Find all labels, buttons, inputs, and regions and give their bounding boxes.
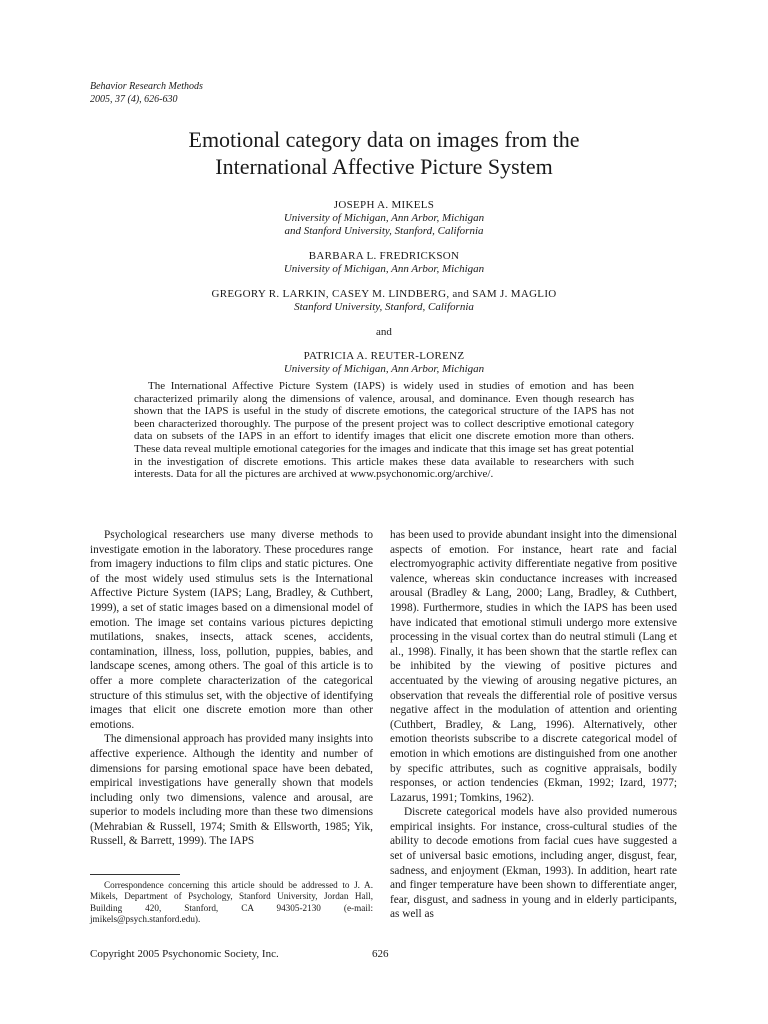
author-block xyxy=(90,250,678,276)
author-block xyxy=(90,288,678,314)
author-name: BARBARA L. FREDRICKSON xyxy=(308,250,460,262)
journal-name: Behavior Research Methods xyxy=(90,81,203,92)
correspondence-note: Correspondence concerning this article should be addressed to J. A. Mikels, Department of Psychology, Stanford University, Jordan Hall, Building 420, Stanford, CA 94305-2130 (e-mail: jmikels@psych.stanford.edu). xyxy=(90,880,373,925)
author-affiliation: Stanford University, Stanford, California xyxy=(294,301,474,313)
copyright-notice: Copyright 2005 Psychonomic Society, Inc. xyxy=(90,948,279,960)
author-block xyxy=(90,350,678,376)
footnote xyxy=(90,880,373,926)
author-affiliation: University of Michigan, Ann Arbor, Michigan xyxy=(283,263,485,275)
abstract-text: The International Affective Picture System (IAPS) is widely used in studies of emotion and has been characterized primarily along the dimensions of valence, arousal, and dominance. Even though research has shown that the IAPS is useful in the study of discrete emotions, the categorical structure of the IAPS has not been characterized thoroughly. The purpose of the present project was to collect descriptive emotional category data on subsets of the IAPS in an effort to identify images that elicit one discrete emotion more than others. These data reveal multiple emotional categories for the images and indicate that this image set has great potential in the investigation of discrete emotions. This article makes these data available to researchers with such interests. Data for all the pictures are archived at www.psychonomic.org/archive/. xyxy=(134,380,634,481)
abstract xyxy=(134,380,634,481)
article-title xyxy=(90,126,678,180)
author-affiliation: University of Michigan, Ann Arbor, Michigan xyxy=(283,212,485,224)
body-paragraph: has been used to provide abundant insight into the dimensional aspects of emotion. For instance, heart rate and facial electromyographic activity differentiate negative from positive valence, whereas skin conductance increases with increased arousal (Bradley & Lang, 2000; Lang, Bradley, & Cuthbert, 1998). Furthermore, studies in which the IAPS has been used have indicated that emotional stimuli undergo more extensive processing in the visual cortex than do neutral stimuli (Lang et al., 1998). Finally, it has been shown that the startle reflex can be inhibited by the viewing of positive pictures and accentuated by the viewing of arousing negative pictures, an observation that reveals the differential role of positive versus negative affect in the modulation of attention and orienting (Cuthbert, Bradley, & Lang, 1996). Alternatively, other emotion theorists subscribe to a discrete categorical model of emotion in which emotions are distinguished from one another by specific attributes, such as cognitive appraisals, bodily responses, or action tendencies (Ekman, 1992; Izard, 1977; Lazarus, 1991; Tomkins, 1962). xyxy=(390,529,677,804)
title-line-1: Emotional category data on images from the xyxy=(188,127,580,152)
journal-citation: 2005, 37 (4), 626-630 xyxy=(90,94,178,105)
author-affiliation: and Stanford University, Stanford, California xyxy=(284,225,484,237)
author-affiliation: University of Michigan, Ann Arbor, Michigan xyxy=(283,363,485,375)
body-paragraph: Psychological researchers use many diverse methods to investigate emotion in the laboratory. These procedures range from imagery inductions to film clips and static pictures. One of the most widely used stimulus sets is the International Affective Picture System (IAPS; Lang, Bradley, & Cuthbert, 1999), a set of static images based on a dimensional model of emotion. The image set contains various pictures depicting mutilations, snakes, insects, attack scenes, accidents, contamination, illness, loss, pollution, puppies, babies, and landscape scenes, among others. The goal of this article is to offer a more complete characterization of the categorical structure of this stimulus set, with the objective of identifying images that elicit one discrete emotion more than other emotions. xyxy=(90,529,373,731)
author-list xyxy=(90,199,678,388)
author-name: PATRICIA A. REUTER-LORENZ xyxy=(303,350,465,362)
author-block xyxy=(90,199,678,238)
body-paragraph: The dimensional approach has provided many insights into affective experience. Although the identity and number of dimensions for parsing emotional space have been debated, empirical investigations have generally shown that models including only two dimensions, valence and arousal, are superior to models including more than these two dimensions (Mehrabian & Russell, 1974; Smith & Ellsworth, 1985; Yik, Russell, & Barrett, 1999). The IAPS xyxy=(90,733,373,848)
body-paragraph: Discrete categorical models have also provided numerous empirical insights. For instance, cross-cultural studies of the ability to decode emotions from facial cues have suggested a set of universal basic emotions, including anger, disgust, fear, sadness, and enjoyment (Ekman, 1993). In addition, heart rate and finger temperature have been shown to differentiate anger, fear, disgust, and sadness in young and in elderly participants, as well as xyxy=(390,806,677,921)
author-conjunction: and xyxy=(376,326,392,338)
journal-header xyxy=(90,80,203,106)
title-line-2: International Affective Picture System xyxy=(215,154,553,179)
author-name: JOSEPH A. MIKELS xyxy=(333,199,435,211)
body-column-left xyxy=(90,528,373,849)
page-number: 626 xyxy=(372,948,389,960)
author-name: GREGORY R. LARKIN, CASEY M. LINDBERG, and SAM J. MAGLIO xyxy=(211,288,557,300)
footnote-rule xyxy=(90,874,180,875)
body-column-right xyxy=(390,528,677,922)
